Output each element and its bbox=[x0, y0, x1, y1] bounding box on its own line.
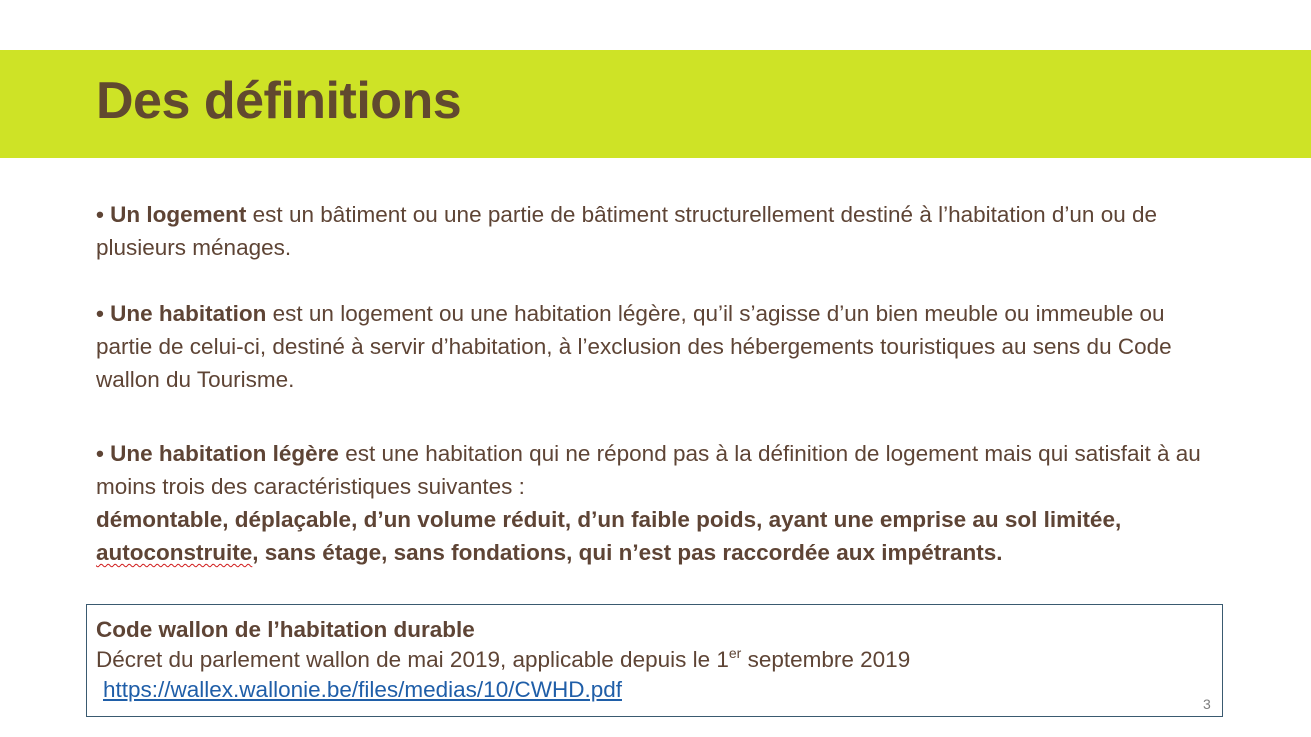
decree-superscript: er bbox=[728, 645, 742, 661]
page-number: 3 bbox=[1203, 696, 1211, 712]
definition-term: Une habitation légère bbox=[110, 441, 339, 466]
definition-logement bbox=[96, 198, 1206, 264]
definition-habitation bbox=[96, 297, 1206, 396]
definition-term: Un logement bbox=[110, 202, 247, 227]
decree-text: septembre 2019 bbox=[741, 647, 911, 672]
characteristics-list bbox=[96, 507, 1121, 565]
definition-term: Une habitation bbox=[110, 301, 267, 326]
source-link[interactable]: https://wallex.wallonie.be/files/medias/10/CWHD.pdf bbox=[103, 677, 622, 702]
bullet-icon: • bbox=[96, 301, 104, 326]
bullet-icon: • bbox=[96, 441, 104, 466]
characteristics-part: , sans étage, sans fondations, qui n’est pas raccordée aux impétrants. bbox=[252, 540, 1003, 565]
definition-text: est un logement ou une habitation légère, qu’il s’agisse d’un bien meuble ou immeuble ou partie de celui-ci, destiné à servir d’habitation, à l’exclusion des hébergements touristiques au sens du Code wallon du Tourisme. bbox=[96, 301, 1172, 392]
definition-habitation-legere bbox=[96, 437, 1206, 569]
decree-text: Décret du parlement wallon de mai 2019, applicable depuis le 1 bbox=[96, 647, 729, 672]
definition-text: est un bâtiment ou une partie de bâtiment structurellement destiné à l’habitation d’un ou de plusieurs ménages. bbox=[96, 202, 1158, 260]
source-title: Code wallon de l’habitation durable bbox=[96, 617, 475, 642]
bullet-icon: • bbox=[96, 202, 104, 227]
spellcheck-flagged-word: autoconstruite bbox=[96, 540, 253, 565]
characteristics-part: démontable, déplaçable, d’un volume réduit, d’un faible poids, ayant une emprise au sol limitée, bbox=[96, 507, 1122, 532]
slide-title: Des définitions bbox=[96, 72, 462, 130]
definition-text: est une habitation qui ne répond pas à la définition de logement mais qui satisfait à au moins trois des caractéristiques suivantes : bbox=[96, 441, 1201, 499]
decree-line bbox=[96, 645, 910, 675]
